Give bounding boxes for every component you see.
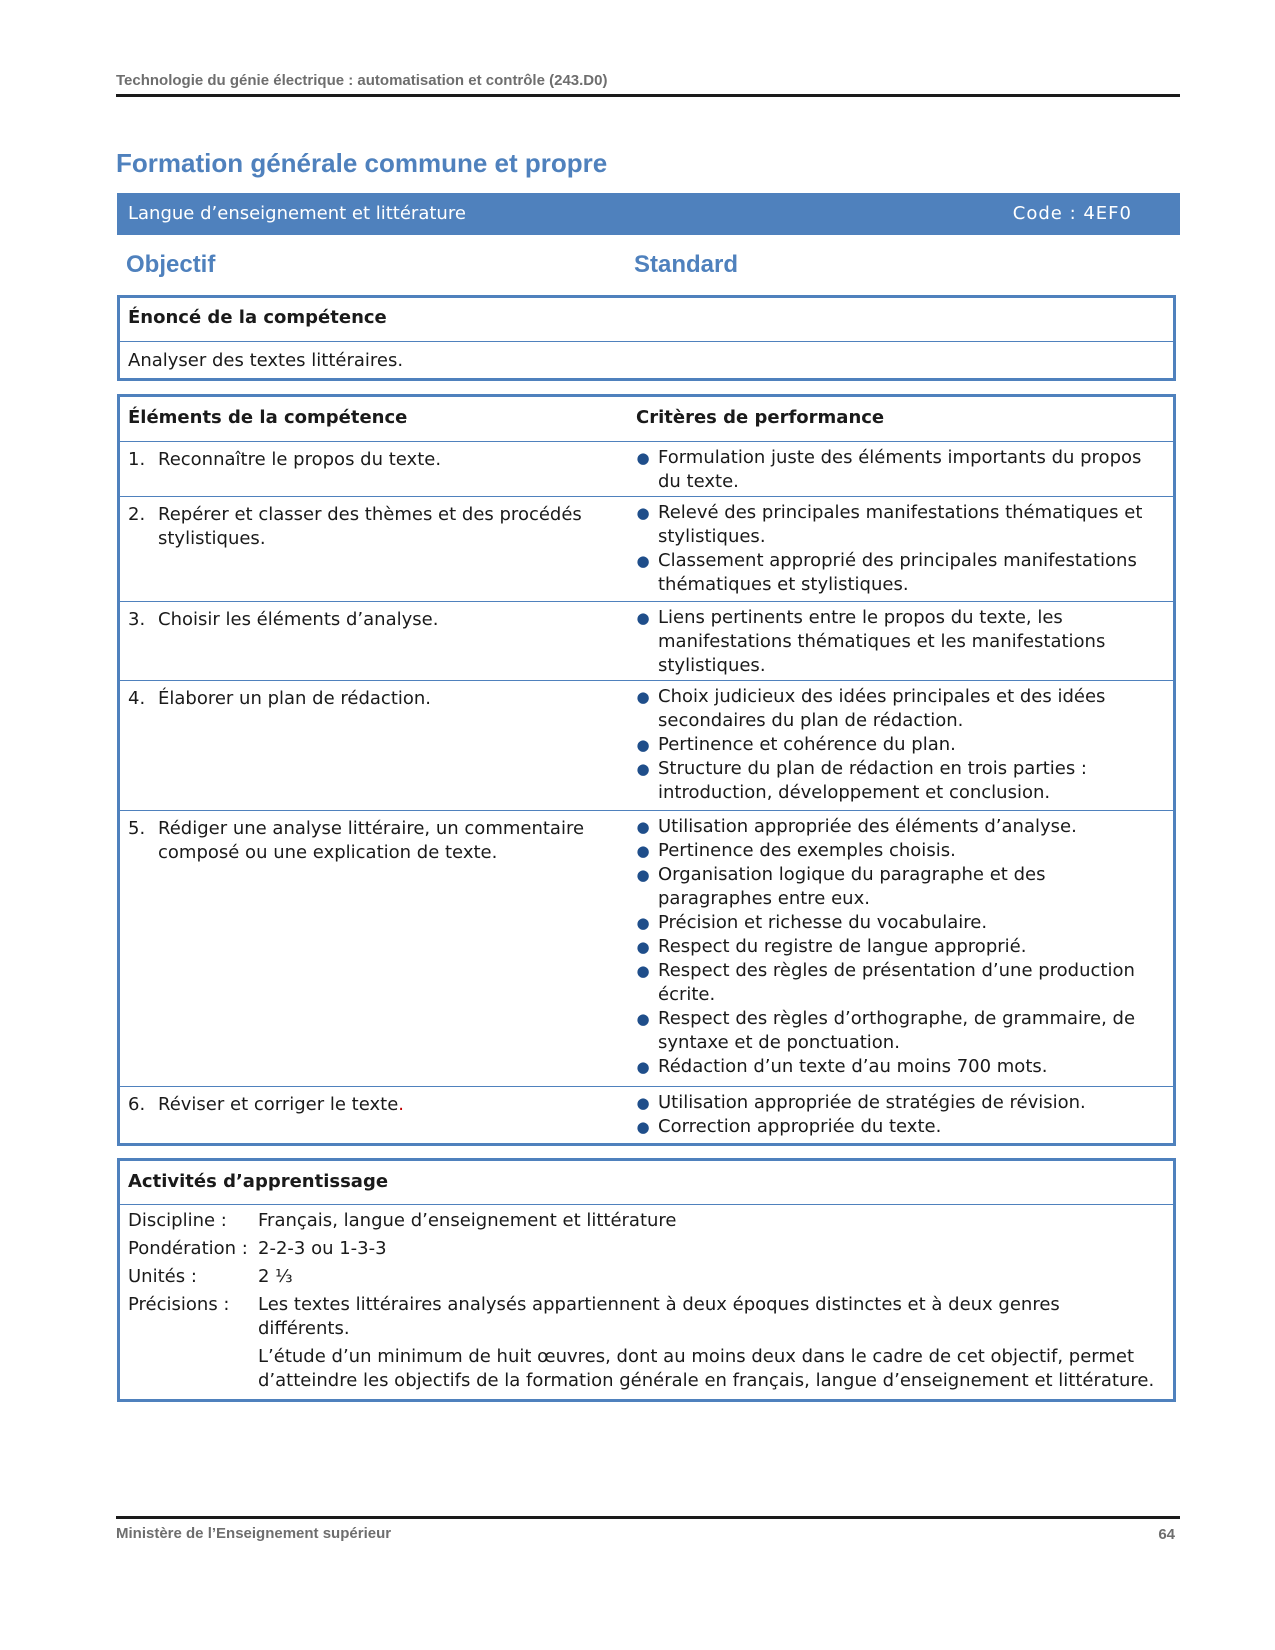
element-number: 5.: [128, 818, 146, 839]
ponderation-label: Pondération :: [128, 1238, 248, 1259]
criterion-item: ● Choix judicieux des idées principales et des idées secondaires du plan de rédaction.: [628, 685, 1161, 733]
criterion-item: ● Organisation logique du paragraphe et des paragraphes entre eux.: [628, 863, 1161, 911]
element-number: 4.: [128, 688, 146, 709]
bullet-icon: ●: [636, 914, 650, 932]
criteria-table-header: [120, 397, 1173, 442]
page-number: 64: [1158, 1526, 1175, 1543]
bullet-icon: ●: [636, 609, 650, 627]
criterion-item: ● Précision et richesse du vocabulaire.: [628, 911, 1161, 935]
criterion-item: ● Utilisation appropriée des éléments d’analyse.: [628, 815, 1161, 839]
element-text: Repérer et classer des thèmes et des procédés stylistiques.: [158, 504, 582, 549]
activities-box: [117, 1158, 1176, 1402]
bullet-icon: ●: [636, 552, 650, 570]
criterion-item: ● Structure du plan de rédaction en trois parties : introduction, développement et conclusion.: [628, 757, 1161, 805]
bullet-icon: ●: [636, 504, 650, 522]
element-number: 1.: [128, 449, 146, 470]
table-row: [120, 442, 1173, 497]
table-row: [120, 681, 1173, 811]
criterion-item: ● Respect des règles d’orthographe, de grammaire, de syntaxe et de ponctuation.: [628, 1007, 1161, 1055]
table-row: [120, 602, 1173, 681]
precisions-text-1: Les textes littéraires analysés appartiennent à deux époques distinctes et à deux genres différents.: [258, 1294, 1060, 1339]
discipline-label: Discipline :: [128, 1210, 227, 1231]
criterion-item: ● Formulation juste des éléments importants du propos du texte.: [628, 446, 1161, 494]
table-row: [120, 497, 1173, 602]
criterion-item: ● Respect du registre de langue approprié.: [628, 935, 1161, 959]
element-number: 2.: [128, 504, 146, 525]
discipline-value: Français, langue d’enseignement et littérature: [258, 1210, 677, 1231]
standard-heading: Standard: [634, 251, 739, 278]
course-title: Langue d’enseignement et littérature: [128, 203, 466, 224]
activities-heading: Activités d’apprentissage: [120, 1161, 1173, 1205]
bullet-icon: ●: [636, 842, 650, 860]
criterion-item: ● Liens pertinents entre le propos du texte, les manifestations thématiques et les manifestations stylistiques.: [628, 606, 1161, 678]
element-text: Rédiger une analyse littéraire, un commentaire composé ou une explication de texte.: [158, 818, 585, 863]
bullet-icon: ●: [636, 866, 650, 884]
bullet-icon: ●: [636, 818, 650, 836]
element-text: Reconnaître le propos du texte.: [158, 449, 442, 470]
criterion-item: ● Rédaction d’un texte d’au moins 700 mots.: [628, 1055, 1161, 1079]
table-row: [120, 1087, 1173, 1145]
element-text: Élaborer un plan de rédaction.: [158, 688, 432, 709]
bullet-icon: ●: [636, 938, 650, 956]
criteria-table: [117, 394, 1176, 1146]
bullet-icon: ●: [636, 1094, 650, 1112]
bullet-icon: ●: [636, 1118, 650, 1136]
bullet-icon: ●: [636, 760, 650, 778]
running-footer: [116, 1516, 1180, 1542]
element-text: Réviser et corriger le texte.: [158, 1094, 405, 1115]
bullet-icon: ●: [636, 736, 650, 754]
criterion-item: ● Correction appropriée du texte.: [628, 1115, 1161, 1139]
criterion-item: ● Pertinence des exemples choisis.: [628, 839, 1161, 863]
precisions-text-2: L’étude d’un minimum de huit œuvres, dont au moins deux dans le cadre de cet objectif, permet d’atteindre les objectifs de la formation générale en français, langue d’enseignement et littérature.: [258, 1346, 1155, 1391]
criterion-item: ● Relevé des principales manifestations thématiques et stylistiques.: [628, 501, 1161, 549]
element-text: Choisir les éléments d’analyse.: [158, 609, 439, 630]
precisions-row-2: [120, 1345, 1173, 1393]
element-number: 3.: [128, 609, 146, 630]
criterion-item: ● Utilisation appropriée de stratégies de révision.: [628, 1091, 1161, 1115]
criterion-item: ● Respect des règles de présentation d’une production écrite.: [628, 959, 1161, 1007]
ministry-name: Ministère de l’Enseignement supérieur: [116, 1525, 392, 1542]
criterion-item: ● Pertinence et cohérence du plan.: [628, 733, 1161, 757]
competence-statement: Analyser des textes littéraires.: [128, 350, 404, 371]
section-title: Formation générale commune et propre: [116, 148, 608, 178]
bullet-icon: ●: [636, 1058, 650, 1076]
criterion-item: ● Classement approprié des principales manifestations thématiques et stylistiques.: [628, 549, 1161, 597]
competence-heading: Énoncé de la compétence: [120, 298, 1173, 342]
objective-heading: Objectif: [126, 251, 216, 278]
bullet-icon: ●: [636, 962, 650, 980]
ponderation-value: 2-2-3 ou 1-3-3: [258, 1238, 387, 1259]
bullet-icon: ●: [636, 688, 650, 706]
unites-label: Unités :: [128, 1266, 197, 1287]
course-banner: [117, 193, 1180, 235]
bullet-icon: ●: [636, 1010, 650, 1028]
element-number: 6.: [128, 1094, 146, 1115]
program-title: Technologie du génie électrique : automatisation et contrôle (243.D0): [116, 72, 608, 89]
bullet-icon: ●: [636, 449, 650, 467]
criteria-column-header: Critères de performance: [636, 407, 885, 428]
unites-value: 2 ⅓: [258, 1266, 293, 1287]
running-header: [116, 72, 1180, 97]
ponderation-row: [120, 1237, 1173, 1261]
table-row: [120, 811, 1173, 1087]
course-code: Code : 4EF0: [1012, 203, 1132, 224]
precisions-row: [120, 1293, 1173, 1341]
discipline-row: [120, 1209, 1173, 1233]
unites-row: [120, 1265, 1173, 1289]
competence-box: [117, 295, 1176, 381]
precisions-label: Précisions :: [128, 1294, 230, 1315]
elements-column-header: Éléments de la compétence: [128, 407, 408, 428]
